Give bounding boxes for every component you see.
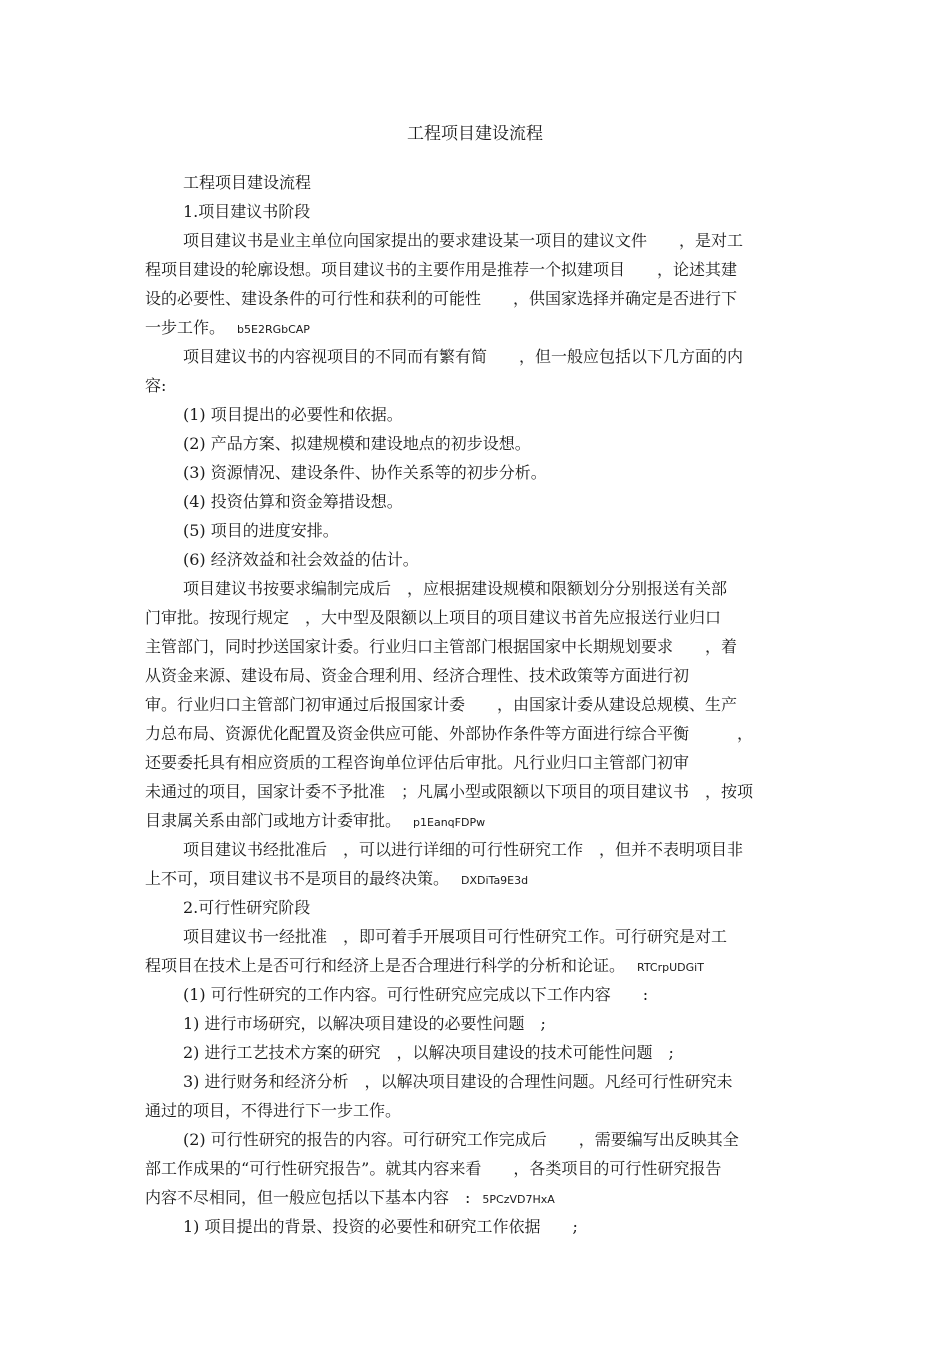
line-text: 2) 进行工艺技术方案的研究 ，以解决项目建设的技术可能性问题 ; (183, 1043, 674, 1062)
line-text: (4) 投资估算和资金筹措设想。 (183, 492, 403, 511)
line-text: 项目建议书一经批准 ，即可着手开展项目可行性研究工作。可行研究是对工 (183, 927, 728, 946)
text-line (145, 258, 810, 282)
line-text: 一步工作。 (145, 318, 226, 337)
text-line (145, 867, 810, 893)
text-line (183, 403, 810, 427)
line-text: 门审批。按现行规定 ，大中型及限额以上项目的项目建议书首先应报送行业归口 (145, 608, 722, 627)
text-line (183, 461, 810, 485)
line-text: 通过的项目，不得进行下一步工作。 (145, 1101, 402, 1120)
line-text: 从资金来源、建设布局、资金合理利用、经济合理性、技术政策等方面进行初 (145, 666, 690, 685)
line-text: 项目建议书是业主单位向国家提出的要求建设某一项目的建议文件 ，是对工 (183, 231, 744, 250)
line-text: 1) 项目提出的背景、投资的必要性和研究工作依据 ; (183, 1217, 578, 1236)
line-text: 审。行业归口主管部门初审通过后报国家计委 ，由国家计委从建设总规模、生产 (145, 695, 738, 714)
document-title: 工程项目建设流程 (407, 124, 543, 144)
text-line (145, 722, 810, 746)
text-line (183, 577, 810, 601)
text-line (145, 287, 810, 311)
line-text: 部工作成果的“可行性研究报告”。就其内容来看 ，各类项目的可行性研究报告 (145, 1159, 722, 1178)
text-line (145, 780, 810, 804)
text-line (145, 664, 810, 688)
line-text: (6) 经济效益和社会效益的估计。 (183, 550, 419, 569)
line-text: (2) 产品方案、拟建规模和建设地点的初步设想。 (183, 434, 531, 453)
text-line (145, 1186, 810, 1212)
text-line (183, 345, 810, 369)
text-line (183, 983, 810, 1007)
line-text: 目隶属关系由部门或地方计委审批。 (145, 811, 402, 830)
text-line (183, 1070, 810, 1094)
line-text: 内容不尽相同，但一般应包括以下基本内容 : (145, 1188, 471, 1207)
line-text: 力总布局、资源优化配置及资金供应可能、外部协作条件等方面进行综合平衡 ， (145, 724, 754, 743)
text-line (183, 229, 810, 253)
line-text: 程项目在技术上是否可行和经济上是否合理进行科学的分析和论证。 (145, 956, 626, 975)
line-text: 程项目建设的轮廓设想。项目建议书的主要作用是推荐一个拟建项目 ，论述其建 (145, 260, 738, 279)
line-text: (1) 可行性研究的工作内容。可行性研究应完成以下工作内容 : (183, 985, 649, 1004)
text-line (145, 316, 810, 342)
line-text: 2.可行性研究阶段 (183, 898, 311, 917)
inline-code: b5E2RGbCAP (237, 323, 310, 336)
line-text: 主管部门，同时抄送国家计委。行业归口主管部门根据国家中长期规划要求 ，着 (145, 637, 738, 656)
line-text: 还要委托具有相应资质的工程咨询单位评估后审批。凡行业归口主管部门初审 (145, 753, 690, 772)
inline-code: p1EanqFDPw (413, 816, 486, 829)
line-text: 上不可，项目建议书不是项目的最终决策。 (145, 869, 450, 888)
text-line (183, 1215, 810, 1239)
text-line (145, 751, 810, 775)
text-line (145, 693, 810, 717)
text-line (183, 925, 810, 949)
line-text: 项目建议书经批准后 ，可以进行详细的可行性研究工作 ，但并不表明项目非 (183, 840, 744, 859)
text-line (145, 606, 810, 630)
line-text: 1) 进行市场研究，以解决项目建设的必要性问题 ; (183, 1014, 546, 1033)
text-line (183, 1041, 810, 1065)
line-text: 工程项目建设流程 (183, 173, 312, 192)
text-line (183, 1012, 810, 1036)
text-line (183, 171, 810, 195)
text-line (145, 635, 810, 659)
text-line (183, 548, 810, 572)
line-text: (3) 资源情况、建设条件、协作关系等的初步分析。 (183, 463, 547, 482)
line-text: (5) 项目的进度安排。 (183, 521, 339, 540)
inline-code: DXDiTa9E3d (461, 874, 529, 887)
text-line (145, 1157, 810, 1181)
text-line (183, 519, 810, 543)
text-line (183, 200, 810, 224)
text-line (183, 1128, 810, 1152)
line-text: (1) 项目提出的必要性和依据。 (183, 405, 403, 424)
text-line (145, 374, 810, 398)
line-text: 设的必要性、建设条件的可行性和获利的可能性 ，供国家选择并确定是否进行下 (145, 289, 738, 308)
text-line (145, 809, 810, 835)
line-text: 3) 进行财务和经济分析 ，以解决项目建设的合理性问题。凡经可行性研究未 (183, 1072, 733, 1091)
inline-code: 5PCzVD7HxA (482, 1193, 555, 1206)
line-text: (2) 可行性研究的报告的内容。可行研究工作完成后 ，需要编写出反映其全 (183, 1130, 739, 1149)
line-text: 1.项目建议书阶段 (183, 202, 311, 221)
text-line (183, 838, 810, 862)
line-text: 项目建议书的内容视项目的不同而有繁有简 ，但一般应包括以下几方面的内 (183, 347, 744, 366)
text-line (183, 490, 810, 514)
text-line (183, 896, 810, 920)
text-line (145, 954, 810, 980)
line-text: 项目建议书按要求编制完成后 ，应根据建设规模和限额划分分别报送有关部 (183, 579, 728, 598)
line-text: 容: (145, 376, 167, 395)
text-line (183, 432, 810, 456)
line-text: 未通过的项目，国家计委不予批准 ；凡属小型或限额以下项目的项目建议书 ，按项 (145, 782, 754, 801)
inline-code: RTCrpUDGiT (637, 961, 704, 974)
text-line (145, 1099, 810, 1123)
